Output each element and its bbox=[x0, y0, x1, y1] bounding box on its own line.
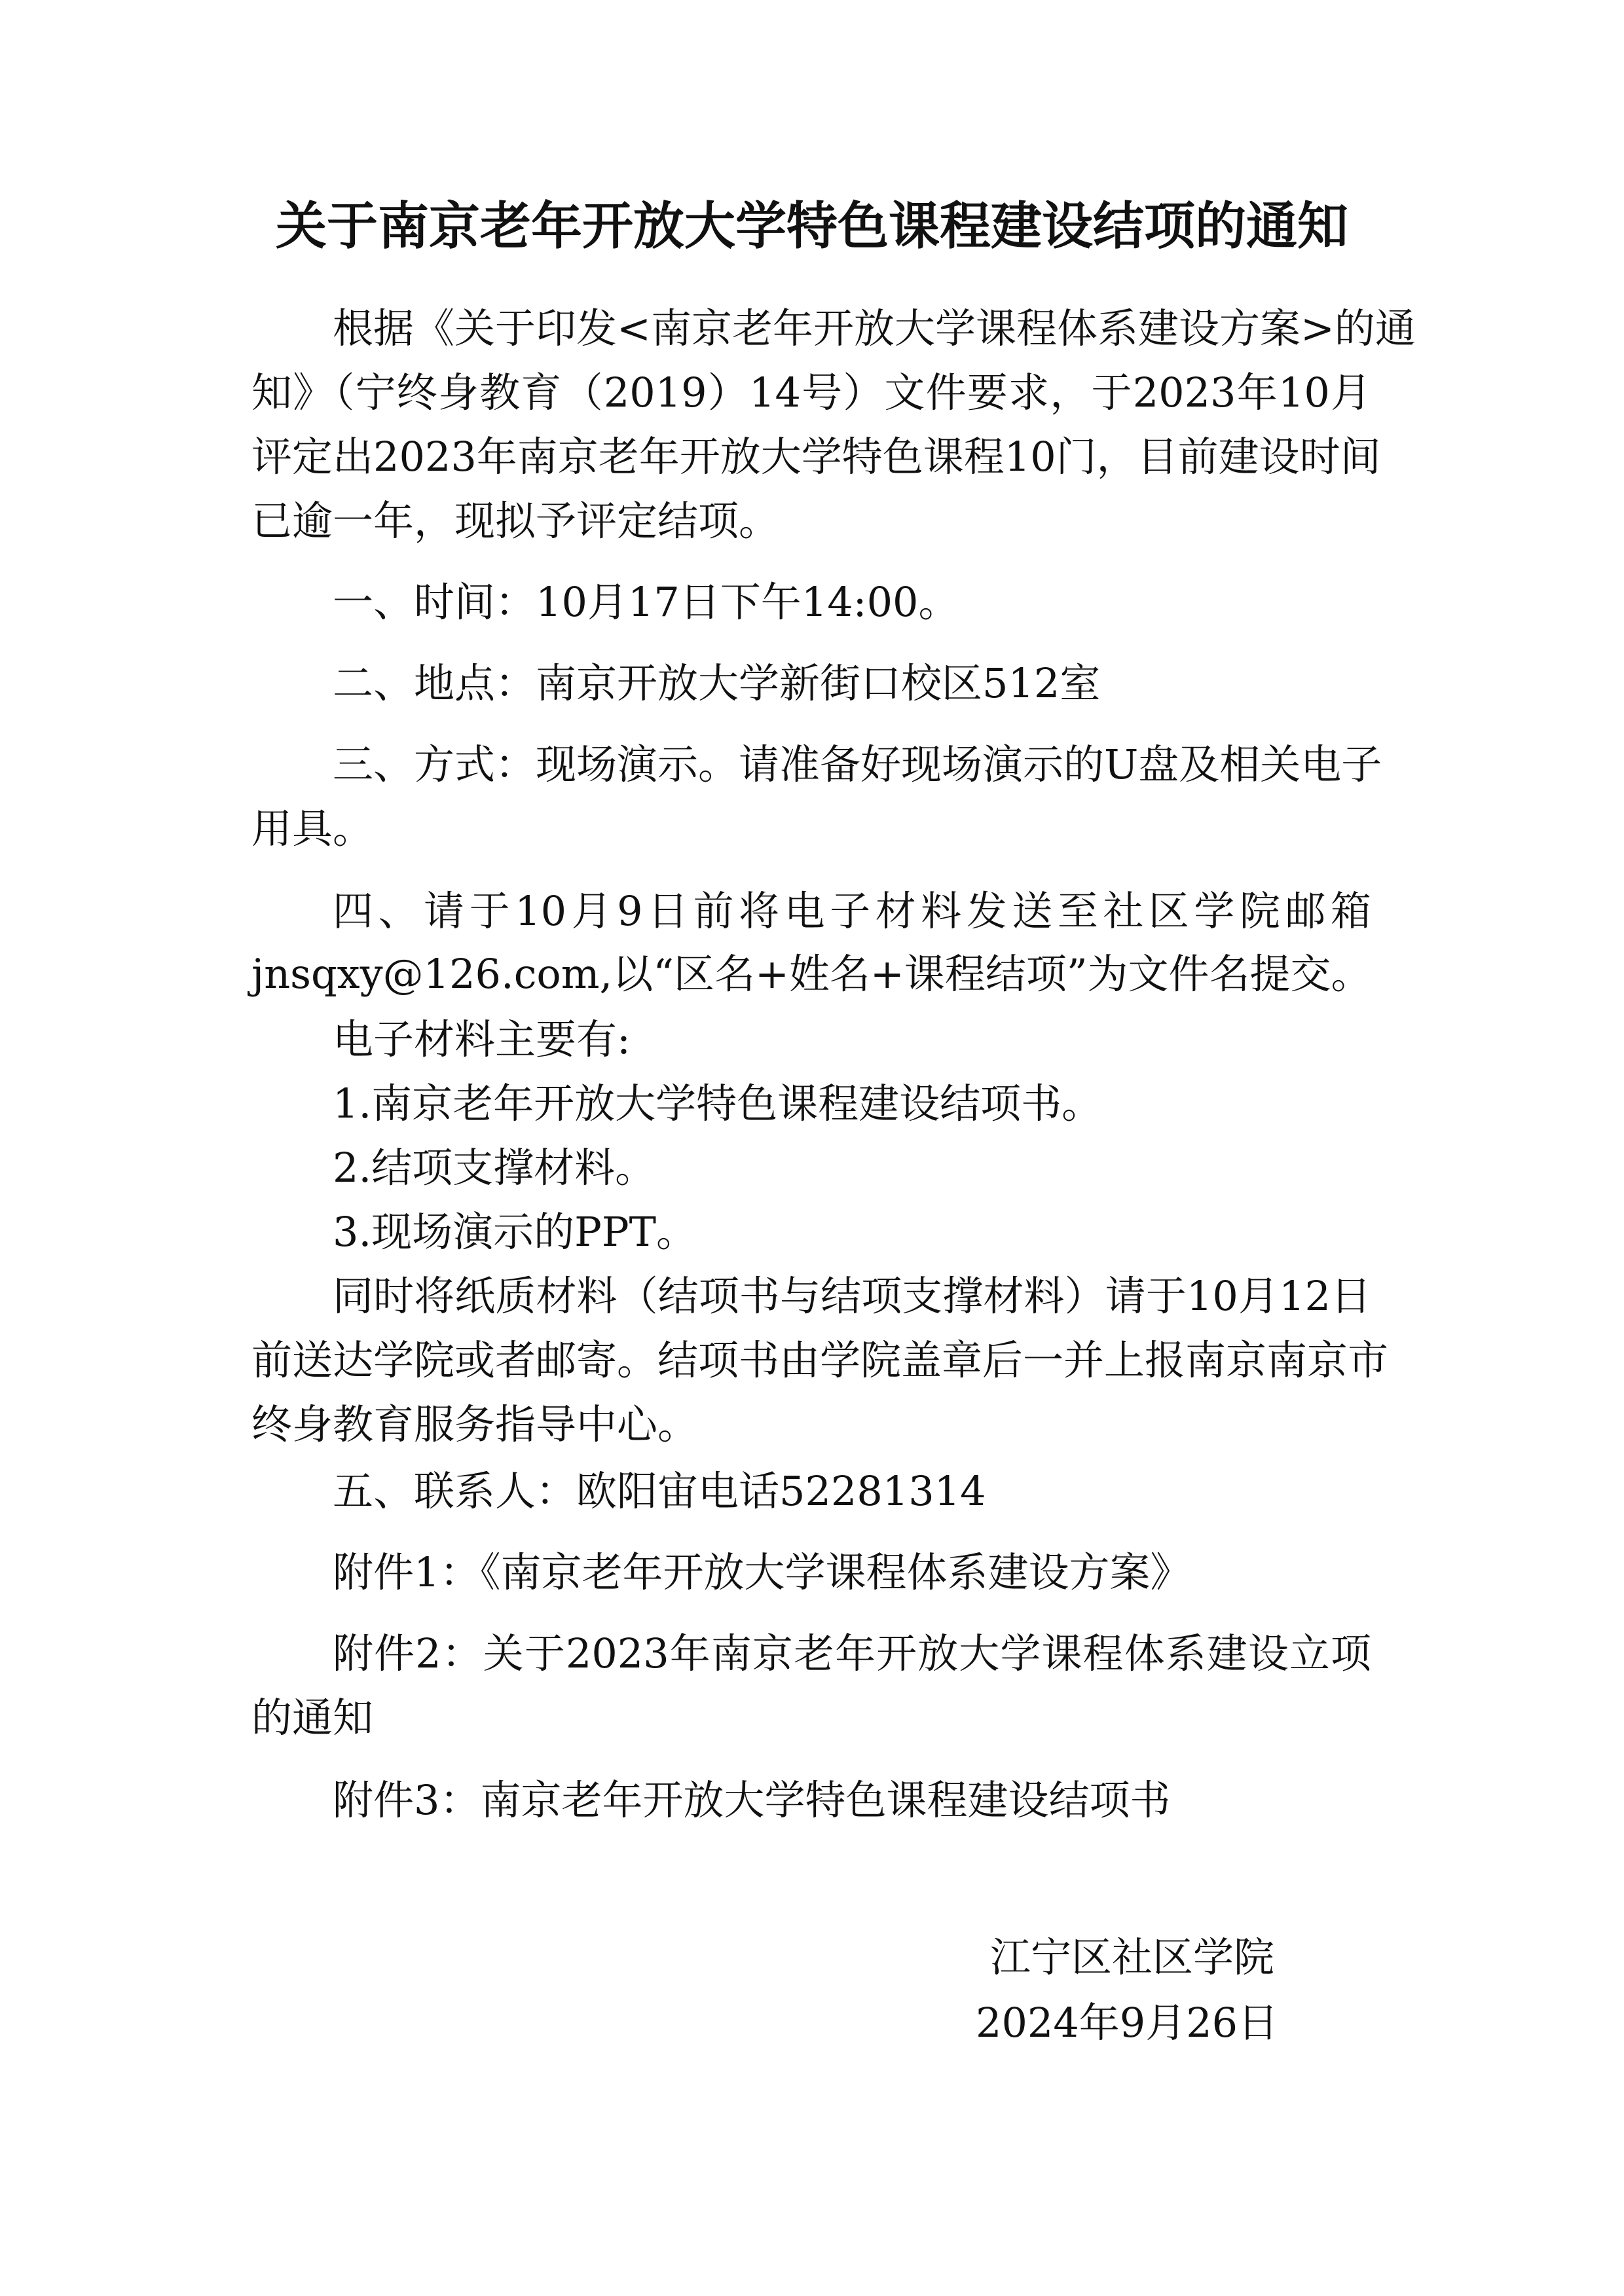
item-submit-line-2: jnsqxy@126.com,以“区名+姓名+课程结项”为文件名提交。 bbox=[251, 950, 1372, 998]
paper-note-line-1: 同时将纸质材料（结项书与结项支撑材料）请于10月12日 bbox=[333, 1272, 1371, 1320]
item-time: 一、时间：10月17日下午14:00。 bbox=[333, 578, 959, 626]
intro-line-3: 评定出2023年南京老年开放大学特色课程10门，目前建设时间 bbox=[251, 433, 1381, 481]
paper-note-line-3: 终身教育服务指导中心。 bbox=[251, 1400, 699, 1448]
item-method-line-2: 用具。 bbox=[251, 805, 374, 852]
paper-note-line-2: 前送达学院或者邮寄。结项书由学院盖章后一并上报南京南京市 bbox=[251, 1336, 1389, 1384]
materials-item-1: 1.南京老年开放大学特色课程建设结项书。 bbox=[333, 1080, 1103, 1127]
item-method-line-1: 三、方式：现场演示。请准备好现场演示的U盘及相关电子 bbox=[333, 740, 1382, 788]
signature-date: 2024年9月26日 bbox=[976, 1999, 1279, 2047]
attachment-2-line-1: 附件2：关于2023年南京老年开放大学课程体系建设立项 bbox=[333, 1630, 1371, 1677]
item-submit-line-1: 四、请于10月9日前将电子材料发送至社区学院邮箱 bbox=[333, 887, 1371, 935]
materials-heading: 电子材料主要有: bbox=[333, 1015, 631, 1063]
attachment-3: 附件3：南京老年开放大学特色课程建设结项书 bbox=[333, 1776, 1171, 1824]
attachment-1: 附件1：《南京老年开放大学课程体系建设方案》 bbox=[333, 1548, 1191, 1596]
contact: 五、联系人：欧阳宙电话52281314 bbox=[333, 1467, 986, 1515]
signature-org: 江宁区社区学院 bbox=[990, 1933, 1275, 1981]
attachment-2-line-2: 的通知 bbox=[251, 1694, 374, 1741]
materials-item-3: 3.现场演示的PPT。 bbox=[333, 1208, 697, 1256]
intro-line-4: 已逾一年，现拟予评定结项。 bbox=[251, 497, 780, 545]
document-title: 关于南京老年开放大学特色课程建设结项的通知 bbox=[275, 197, 1348, 256]
item-place: 二、地点：南京开放大学新街口校区512室 bbox=[333, 659, 1101, 707]
intro-line-1: 根据《关于印发<南京老年开放大学课程体系建设方案>的通 bbox=[333, 304, 1416, 352]
intro-line-2: 知》（宁终身教育（2019）14号）文件要求，于2023年10月 bbox=[251, 369, 1371, 416]
materials-item-2: 2.结项支撑材料。 bbox=[333, 1144, 656, 1192]
